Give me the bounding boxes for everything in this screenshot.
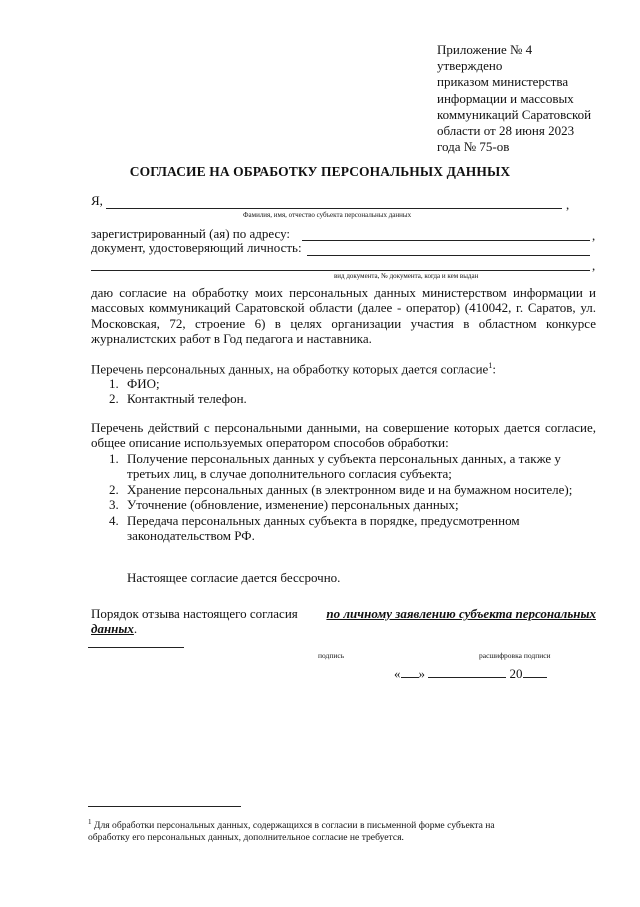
list-item — [91, 376, 247, 391]
footnote-text: Для обработки персональных данных, содержащихся в согласии в письменной форме субъекта на — [93, 820, 495, 832]
actions-intro — [91, 420, 596, 451]
year-prefix: 20 — [509, 666, 523, 681]
appendix-block — [437, 42, 637, 155]
revocation-value-2: данных — [91, 621, 134, 636]
consent-paragraph — [91, 285, 596, 347]
item-number: 4. — [109, 512, 119, 528]
list-item — [91, 391, 247, 406]
ya-label: Я, — [91, 193, 103, 208]
data-list-intro — [91, 361, 496, 377]
document-caption: вид документа, № документа, когда и кем выдан — [334, 272, 479, 280]
period: . — [133, 621, 138, 636]
item-number: 2. — [109, 481, 119, 497]
paragraph-line: даю согласие на обработку моих персональных данных министерством информации и — [91, 285, 596, 300]
item-number: 1. — [109, 376, 119, 391]
list-item — [91, 513, 596, 544]
appendix-line: области от 28 июня 2023 — [437, 123, 575, 139]
fio-caption: Фамилия, имя, отчество субъекта персональных данных — [243, 211, 412, 219]
decode-caption: расшифровка подписи — [479, 651, 551, 660]
list-item — [91, 497, 596, 512]
revocation-value-end — [91, 621, 137, 637]
actions-list — [91, 451, 596, 543]
quote-close: » — [418, 666, 425, 681]
day-input-line[interactable] — [401, 677, 419, 678]
footnote-ref: 1 — [488, 361, 493, 370]
sign-caption: подпись — [318, 651, 345, 660]
comma: , — [592, 228, 596, 243]
signature-line[interactable] — [88, 647, 184, 648]
address-input-line[interactable] — [302, 240, 590, 241]
item-text: Контактный телефон. — [127, 391, 247, 407]
item-text: Уточнение (обновление, изменение) персональных данных; — [127, 497, 459, 513]
comma: , — [592, 258, 596, 273]
date-field — [394, 666, 547, 682]
item-text: законодательством РФ. — [127, 528, 255, 544]
item-text: ФИО; — [127, 376, 160, 391]
address-label: зарегистрированный (ая) по адресу: — [91, 226, 291, 241]
footnote-line — [88, 816, 588, 832]
document-title: СОГЛАСИЕ НА ОБРАБОТКУ ПЕРСОНАЛЬНЫХ ДАННЫХ — [129, 164, 511, 179]
item-text: Получение персональных данных у субъекта персональных данных, а также у — [127, 451, 561, 466]
item-number: 3. — [109, 497, 119, 513]
appendix-line: приказом министерства — [437, 74, 569, 90]
list-item — [91, 451, 596, 482]
paragraph-line: Перечень действий с персональными данными, на совершение которых дается согласие, — [91, 420, 596, 435]
fio-input-line[interactable] — [106, 208, 562, 209]
footnote-mark: 1 — [88, 818, 92, 826]
item-number: 2. — [109, 391, 119, 407]
footnote-line: обработку его персональных данных, дополнительное согласие не требуется. — [88, 832, 404, 844]
term-text: Настоящее согласие дается бессрочно. — [127, 570, 341, 585]
revocation-value: по личному заявлению субъекта персональных — [326, 606, 596, 621]
document-input-line-2[interactable] — [91, 270, 590, 271]
document-label: документ, удостоверяющий личность: — [91, 240, 302, 255]
revocation-label: Порядок отзыва настоящего согласия — [91, 606, 298, 621]
paragraph-line: Московская, 72, строение 6) в целях организации участия в областном конкурсе — [91, 315, 596, 331]
item-text: Хранение персональных данных (в электронном виде и на бумажном носителе); — [127, 481, 573, 497]
colon: : — [492, 361, 496, 377]
paragraph-line: журналистских работ в Год педагога и наставника. — [91, 331, 372, 347]
month-input-line[interactable] — [428, 677, 506, 678]
year-input-line[interactable] — [523, 677, 547, 678]
appendix-line: информации и массовых — [437, 90, 574, 106]
list-item — [91, 482, 596, 497]
footnote — [88, 816, 588, 844]
appendix-line: Приложение № 4 — [437, 42, 533, 57]
paragraph-line: общее описание используемых оператором способов обработки: — [91, 435, 449, 451]
appendix-line: коммуникаций Саратовской — [437, 106, 592, 122]
data-list — [91, 376, 247, 407]
item-text: Передача персональных данных субъекта в порядке, предусмотренном — [127, 512, 520, 528]
footnote-separator — [88, 806, 241, 807]
comma: , — [566, 197, 570, 212]
quote-open: « — [394, 666, 401, 681]
document-input-line[interactable] — [307, 255, 590, 256]
data-list-intro-text: Перечень персональных данных, на обработку которых дается согласие — [91, 361, 489, 377]
item-text: третьих лиц, в случае дополнительного согласия субъекта; — [127, 466, 452, 482]
paragraph-line: массовых коммуникаций Саратовской области (далее - оператор) (410042, г. Саратов, ул. — [91, 300, 596, 316]
appendix-line: утверждено — [437, 58, 503, 74]
appendix-line: года № 75-ов — [437, 139, 510, 155]
item-number: 1. — [109, 451, 119, 466]
